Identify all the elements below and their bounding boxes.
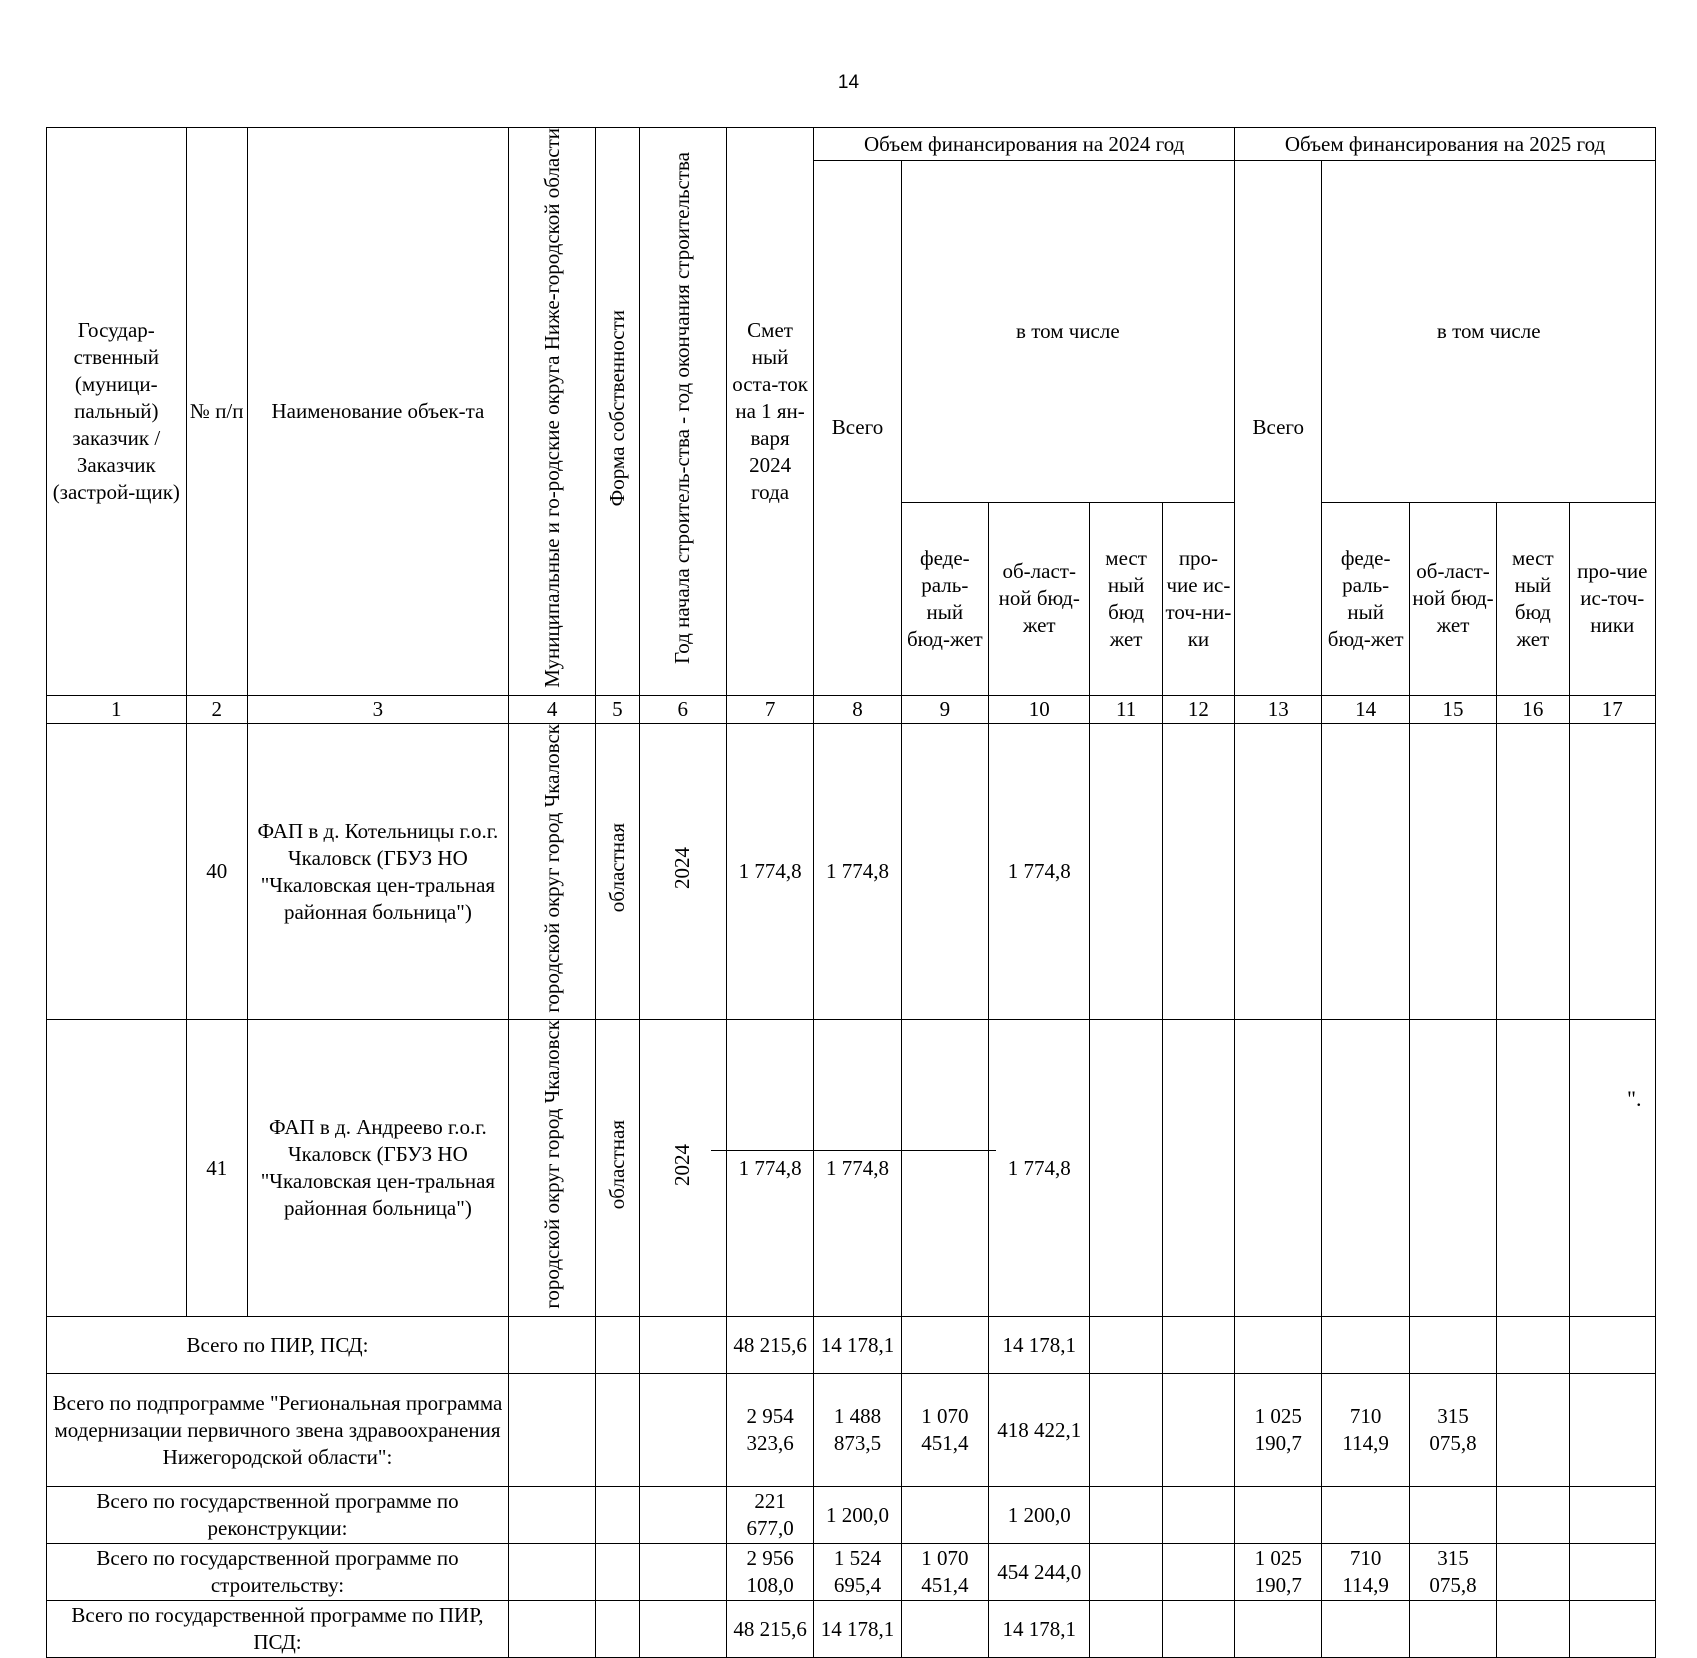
header-total-2024: Всего bbox=[814, 161, 901, 696]
municipal-text: городской округ город Чкаловск bbox=[539, 723, 564, 1013]
years-cell bbox=[639, 1020, 726, 1317]
header-funding-2025: Объем финансирования на 2025 год bbox=[1235, 128, 1656, 161]
remainder-value: 221 677,0 bbox=[726, 1487, 813, 1544]
total-2025-value bbox=[1235, 1317, 1322, 1374]
municipal-cell bbox=[508, 723, 595, 1020]
federal-2024-value bbox=[901, 1601, 988, 1658]
remainder-value: 2 956 108,0 bbox=[726, 1544, 813, 1601]
regional-2025-value: 315 075,8 bbox=[1409, 1544, 1496, 1601]
empty-cell bbox=[596, 1487, 639, 1544]
federal-2025-value bbox=[1322, 723, 1409, 1020]
total-row bbox=[47, 1544, 1656, 1601]
regional-2025-value bbox=[1409, 1601, 1496, 1658]
local-2024-value bbox=[1090, 723, 1162, 1020]
federal-2025-value bbox=[1322, 1487, 1409, 1544]
other-2024-value bbox=[1162, 723, 1234, 1020]
local-2025-value bbox=[1497, 1601, 1569, 1658]
empty-cell bbox=[508, 1374, 595, 1487]
column-index: 14 bbox=[1322, 695, 1409, 723]
other-2024-value bbox=[1162, 1374, 1234, 1487]
remainder-value: 48 215,6 bbox=[726, 1317, 813, 1374]
header-federal-2024: феде-раль-ный бюд-жет bbox=[901, 502, 988, 695]
other-2024-value bbox=[1162, 1544, 1234, 1601]
regional-2025-value bbox=[1409, 1317, 1496, 1374]
regional-2024-value: 1 200,0 bbox=[989, 1487, 1090, 1544]
header-ownership bbox=[596, 128, 639, 696]
header-other-2025: про-чие ис-точ-ники bbox=[1569, 502, 1655, 695]
local-2025-value bbox=[1497, 1317, 1569, 1374]
years-text: 2024 bbox=[670, 1143, 695, 1186]
empty-cell bbox=[639, 1317, 726, 1374]
other-2025-value bbox=[1569, 1601, 1655, 1658]
other-2025-value bbox=[1569, 1374, 1655, 1487]
column-index: 8 bbox=[814, 695, 901, 723]
header-other-2024: про-чие ис-точ-ни-ки bbox=[1162, 502, 1234, 695]
regional-2024-value: 1 774,8 bbox=[989, 723, 1090, 1020]
total-row bbox=[47, 1317, 1656, 1374]
table-row bbox=[47, 1020, 1656, 1317]
header-including-2025: в том числе bbox=[1322, 161, 1656, 503]
object-name: ФАП в д. Андреево г.о.г. Чкаловск (ГБУЗ НО "Чкаловская цен-тральная районная больница") bbox=[247, 1020, 508, 1317]
regional-2025-value bbox=[1409, 723, 1496, 1020]
federal-2025-value: 710 114,9 bbox=[1322, 1374, 1409, 1487]
total-label: Всего по ПИР, ПСД: bbox=[47, 1317, 509, 1374]
federal-2024-value: 1 070 451,4 bbox=[901, 1544, 988, 1601]
empty-cell bbox=[508, 1601, 595, 1658]
total-label: Всего по государственной программе по строительству: bbox=[47, 1544, 509, 1601]
local-2024-value bbox=[1090, 1487, 1162, 1544]
local-2024-value bbox=[1090, 1317, 1162, 1374]
header-municipal-text: Муниципальные и го-родские округа Ниже-городской области bbox=[539, 128, 564, 688]
federal-2025-value bbox=[1322, 1601, 1409, 1658]
total-2024-value: 14 178,1 bbox=[814, 1317, 901, 1374]
header-customer: Государ-ственный (муници-пальный) заказчик / Заказчик (застрой-щик) bbox=[47, 128, 187, 696]
total-2024-value: 1 774,8 bbox=[814, 723, 901, 1020]
other-2024-value bbox=[1162, 1601, 1234, 1658]
total-row bbox=[47, 1374, 1656, 1487]
regional-2024-value: 418 422,1 bbox=[989, 1374, 1090, 1487]
other-2025-value bbox=[1569, 1020, 1655, 1317]
closing-quote-mark: ". bbox=[1627, 1086, 1642, 1111]
header-row-1 bbox=[47, 128, 1656, 161]
total-label: Всего по государственной программе по ПИР, ПСД: bbox=[47, 1601, 509, 1658]
local-2024-value bbox=[1090, 1601, 1162, 1658]
customer-cell bbox=[47, 1020, 187, 1317]
other-2024-value bbox=[1162, 1020, 1234, 1317]
empty-cell bbox=[639, 1487, 726, 1544]
column-index: 9 bbox=[901, 695, 988, 723]
remainder-value: 1 774,8 bbox=[726, 723, 813, 1020]
other-2024-value bbox=[1162, 1317, 1234, 1374]
row-number: 40 bbox=[186, 723, 247, 1020]
table-row bbox=[47, 723, 1656, 1020]
footer-separator-line bbox=[711, 1150, 996, 1151]
local-2024-value bbox=[1090, 1544, 1162, 1601]
empty-cell bbox=[596, 1317, 639, 1374]
header-num: № п/п bbox=[186, 128, 247, 696]
federal-2024-value bbox=[901, 1317, 988, 1374]
municipal-text: городской округ город Чкаловск bbox=[539, 1020, 564, 1310]
empty-cell bbox=[508, 1487, 595, 1544]
other-2024-value bbox=[1162, 1487, 1234, 1544]
header-local-2024: мест ный бюд жет bbox=[1090, 502, 1162, 695]
empty-cell bbox=[596, 1601, 639, 1658]
header-local-2025: мест ный бюд жет bbox=[1497, 502, 1569, 695]
local-2025-value bbox=[1497, 723, 1569, 1020]
regional-2024-value: 14 178,1 bbox=[989, 1601, 1090, 1658]
other-2025-value bbox=[1569, 1487, 1655, 1544]
total-2024-value: 14 178,1 bbox=[814, 1601, 901, 1658]
total-2024-value: 1 774,8 bbox=[814, 1020, 901, 1317]
header-years bbox=[639, 128, 726, 696]
header-federal-2025: феде-раль-ный бюд-жет bbox=[1322, 502, 1409, 695]
row-number: 41 bbox=[186, 1020, 247, 1317]
column-index: 17 bbox=[1569, 695, 1655, 723]
header-regional-2024: об-ласт-ной бюд-жет bbox=[989, 502, 1090, 695]
empty-cell bbox=[596, 1374, 639, 1487]
total-2025-value bbox=[1235, 1020, 1322, 1317]
regional-2025-value bbox=[1409, 1487, 1496, 1544]
empty-cell bbox=[508, 1544, 595, 1601]
years-text: 2024 bbox=[670, 847, 695, 890]
local-2025-value bbox=[1497, 1374, 1569, 1487]
header-funding-2024: Объем финансирования на 2024 год bbox=[814, 128, 1235, 161]
total-2025-value bbox=[1235, 723, 1322, 1020]
regional-2024-value: 14 178,1 bbox=[989, 1317, 1090, 1374]
column-index: 2 bbox=[186, 695, 247, 723]
empty-cell bbox=[639, 1601, 726, 1658]
column-index: 3 bbox=[247, 695, 508, 723]
column-index: 4 bbox=[508, 695, 595, 723]
empty-cell bbox=[639, 1544, 726, 1601]
remainder-value: 48 215,6 bbox=[726, 1601, 813, 1658]
column-index: 5 bbox=[596, 695, 639, 723]
federal-2025-value: 710 114,9 bbox=[1322, 1544, 1409, 1601]
total-2024-value: 1 200,0 bbox=[814, 1487, 901, 1544]
column-index: 10 bbox=[989, 695, 1090, 723]
federal-2024-value bbox=[901, 1020, 988, 1317]
total-2024-value: 1 488 873,5 bbox=[814, 1374, 901, 1487]
local-2024-value bbox=[1090, 1020, 1162, 1317]
object-name: ФАП в д. Котельницы г.о.г. Чкаловск (ГБУЗ НО "Чкаловская цен-тральная районная больница") bbox=[247, 723, 508, 1020]
header-ownership-text: Форма собственности bbox=[604, 309, 629, 507]
column-index: 16 bbox=[1497, 695, 1569, 723]
column-index: 11 bbox=[1090, 695, 1162, 723]
ownership-cell bbox=[596, 723, 639, 1020]
total-2025-value: 1 025 190,7 bbox=[1235, 1374, 1322, 1487]
total-label: Всего по государственной программе по реконструкции: bbox=[47, 1487, 509, 1544]
federal-2024-value bbox=[901, 723, 988, 1020]
regional-2024-value: 1 774,8 bbox=[989, 1020, 1090, 1317]
total-label: Всего по подпрограмме "Региональная программа модернизации первичного звена здравоохранения Нижегородской области": bbox=[47, 1374, 509, 1487]
column-index: 6 bbox=[639, 695, 726, 723]
federal-2025-value bbox=[1322, 1317, 1409, 1374]
header-total-2025: Всего bbox=[1235, 161, 1322, 696]
header-regional-2025: об-ласт-ной бюд-жет bbox=[1409, 502, 1496, 695]
local-2025-value bbox=[1497, 1020, 1569, 1317]
column-index: 1 bbox=[47, 695, 187, 723]
ownership-text: областная bbox=[604, 1120, 629, 1210]
local-2024-value bbox=[1090, 1374, 1162, 1487]
total-2025-value bbox=[1235, 1601, 1322, 1658]
total-row bbox=[47, 1601, 1656, 1658]
other-2025-value bbox=[1569, 1317, 1655, 1374]
regional-2025-value: 315 075,8 bbox=[1409, 1374, 1496, 1487]
years-cell bbox=[639, 723, 726, 1020]
other-2025-value bbox=[1569, 1544, 1655, 1601]
total-2025-value: 1 025 190,7 bbox=[1235, 1544, 1322, 1601]
other-2025-value bbox=[1569, 723, 1655, 1020]
header-remainder: Смет ный оста-ток на 1 ян-варя 2024 года bbox=[726, 128, 813, 696]
local-2025-value bbox=[1497, 1487, 1569, 1544]
federal-2025-value bbox=[1322, 1020, 1409, 1317]
ownership-text: областная bbox=[604, 823, 629, 913]
empty-cell bbox=[639, 1374, 726, 1487]
column-index: 7 bbox=[726, 695, 813, 723]
regional-2025-value bbox=[1409, 1020, 1496, 1317]
column-index: 15 bbox=[1409, 695, 1496, 723]
header-municipal bbox=[508, 128, 595, 696]
federal-2024-value: 1 070 451,4 bbox=[901, 1374, 988, 1487]
header-years-text: Год начала строитель-ства - год окончания строительства bbox=[670, 151, 695, 664]
header-object-name: Наименование объек-та bbox=[247, 128, 508, 696]
total-row bbox=[47, 1487, 1656, 1544]
page-number: 14 bbox=[837, 72, 860, 93]
header-including-2024: в том числе bbox=[901, 161, 1234, 503]
ownership-cell bbox=[596, 1020, 639, 1317]
total-2025-value bbox=[1235, 1487, 1322, 1544]
local-2025-value bbox=[1497, 1544, 1569, 1601]
empty-cell bbox=[508, 1317, 595, 1374]
customer-cell bbox=[47, 723, 187, 1020]
column-index: 13 bbox=[1235, 695, 1322, 723]
column-index: 12 bbox=[1162, 695, 1234, 723]
federal-2024-value bbox=[901, 1487, 988, 1544]
construction-financing-table bbox=[46, 127, 1656, 1658]
total-2024-value: 1 524 695,4 bbox=[814, 1544, 901, 1601]
remainder-value: 1 774,8 bbox=[726, 1020, 813, 1317]
column-index-row bbox=[47, 695, 1656, 723]
remainder-value: 2 954 323,6 bbox=[726, 1374, 813, 1487]
regional-2024-value: 454 244,0 bbox=[989, 1544, 1090, 1601]
empty-cell bbox=[596, 1544, 639, 1601]
municipal-cell bbox=[508, 1020, 595, 1317]
